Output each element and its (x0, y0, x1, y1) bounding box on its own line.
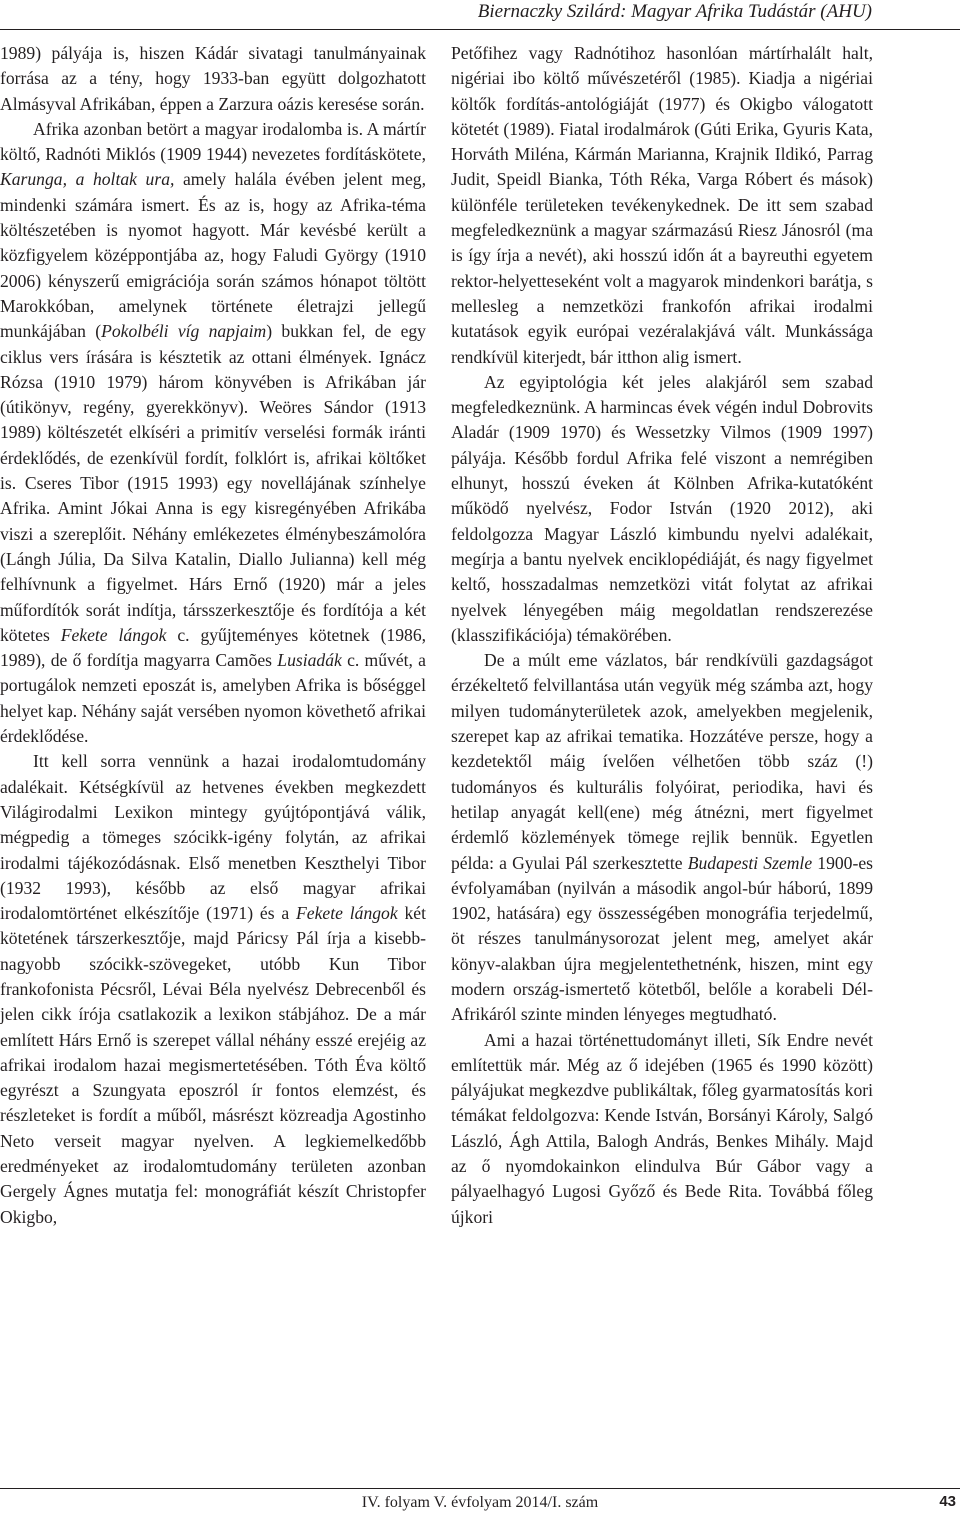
paragraph (0, 749, 426, 1230)
left-column (0, 41, 426, 1230)
italic-title: Lusiadák (277, 650, 342, 671)
text-run: ) bukkan fel, de egy ciklus vers írására is késztetik az ottani élmények. Ignácz Rózsa (1910 1979) három könyvében is Afrikában jár (útikönyv, regény, gyerekkönyv). Weöres Sándor (1913 1989) költészetét elkíséri a primitív verselési formák iránti érdeklődés, de ezenkívül fordít, folklórt is, afrikai költőket is. Cseres Tibor (1915 1993) egy novellájának színhelye Afrika. Amint Jókai Anna is egy kisregényében Afrikába viszi a szereplőit. Néhány emlékezetes élménybeszámolóra (Lángh Júlia, Da Silva Katalin, Diallo Julianna) kell még felhívnunk a figyelmet. Hárs Ernő (1920) már a jeles műfordítók sorát indítja, társszerkesztője és fordítója a két kötetes (0, 321, 426, 645)
text-run: Ami a hazai történettudományt illeti, Sík Endre nevét említettük már. Még az ő idejében (1965 és 1990 között) pályájukat megkezdve publikáltak, főleg gyarmatosítás kori témákat feldolgozva: Kende István, Borsányi Károly, Salgó László, Ágh Attila, Balogh András, Benkes Mihály. Majd az ő nyomdokainkon elindulva Búr Gábor vagy a pályaelhagyó Lugosi Győző és Bede Rita. Továbbá főleg újkori (451, 1029, 873, 1227)
header-rule (0, 29, 960, 30)
right-column (451, 41, 873, 1230)
text-run: két kötetének társzerkesztője, majd Páricsy Pál írja a kisebb-nagyobb szócikk-szövegeket, utóbb Kun Tibor frankofonista Pécsről, Lévai Béla nyelvész Debrecenből és jelen cikk írója csatlakozik a lexikon stábjához. De a már említett Hárs Ernő is szerepet vállal néhány esszé erejéig az afrikai irodalom hazai megismertetésében. Tóth Éva költő egyrészt a Szungyata eposzról ír fontos elemzést, és részleteket is fordít a műből, másrészt közreadja Agostinho Neto verseit magyar nyelven. A legkiemelkedőbb eredményeket az irodalomtudomány területen azonban Gergely Ágnes mutatja fel: monográfiát készít Christopfer Okigbo, (0, 903, 426, 1227)
running-title: Biernaczky Szilárd: Magyar Afrika Tudástár (AHU) (477, 1, 872, 22)
paragraph (0, 117, 426, 749)
text-run: Itt kell sorra vennünk a hazai irodalomtudomány adalékait. Kétségkívül az hetvenes években megkezdett Világirodalmi Lexikon mintegy gyújtópontjává válik, mégpedig a tömeges szócikk-igény folytán, az afrikai irodalmi tájékozódásnak. Első menetben Keszthelyi Tibor (1932 1993), később az első magyar afrikai irodalomtörténet elkészítője (1971) és a (0, 751, 426, 924)
paragraph (451, 1028, 873, 1230)
text-run: De a múlt eme vázlatos, bár rendkívüli gazdagságot érzékeltető felvillantása után vegyük még számba azt, hogy milyen tudományterületek azok, amelyekben megjelenik, szerepet kap az afrikai tematika. Hozzátéve persze, hogy a kezdetektől máig ívelően vélhetően több száz (!) tudományos és kulturális folyóirat, periodika, havi és hetilap anyagát kell(ene) még átnézni, mert figyelmet érdemlő közlemények tömege rejlik bennük. Egyetlen példa: a Gyulai Pál szerkesztette (451, 650, 873, 873)
paragraph (451, 41, 873, 370)
text-run: 1900-es évfolyamában (nyilván a második angol-búr háború, 1899 1902, hatására) egy összességében monográfia terjedelmű, öt részes tanulmánysorozat jelent meg, amelyet akár könyv-alakban újra megjelentethetnénk, hiszen, mint egy modern ország-ismertető kötetből, belőle a korabeli Dél-Afrikáról szinte minden lényeges megtudható. (451, 852, 873, 1025)
paragraph (451, 370, 873, 648)
paragraph (451, 648, 873, 1027)
running-header (0, 0, 960, 30)
italic-title: Fekete lángok (60, 624, 167, 645)
text-run: c. gyűjteményes kötetnek (1986, 1989), de ő fordítja magyarra Camões (0, 624, 427, 671)
italic-title: Pokolbéli víg napjaim (101, 321, 267, 342)
text-run: Az egyiptológia két jeles alakjáról sem szabad megfeledkeznünk. A harmincas évek végén indul Dobrovits Aladár (1909 1970) és Wessetzky Vilmos (1909 1997) pályája. Később fordul Afrika felé viszont a nemrégiben elhunyt, hosszú éveken át Kölnben Afrika-kutatóként működő nyelvész, Fodor István (1920 2012), aki feldolgozza Magyar László kimbundu nyelvi adalékait, megírja a bantu nyelvek enciklopédiáját, és nagy figyelmet keltő, hosszadalmas nemzetközi vitát folytat az afrikai nyelvek lényegében máig megoldatlan rendszerezése (klasszifikációja) témakörében. (451, 371, 873, 645)
italic-title: Fekete lángok (296, 903, 398, 924)
page-number: 43 (939, 1493, 956, 1510)
text-run: c. művét, a portugálok nemzeti eposzát is, amelyben Afrika is bőséggel helyet kap. Néhány saját versében nyomon követhető afrikai érdeklődése. (0, 650, 427, 747)
text-run: 1989) pályája is, hiszen Kádár sivatagi tanulmányainak forrása az a tény, hogy 1933-ban együtt dolgozhatott Almásyval Afrikában, éppen a Zarzura oázis keresése során. (0, 43, 426, 114)
issue-info: IV. folyam V. évfolyam 2014/I. szám (361, 1494, 599, 1511)
text-run: Afrika azonban betört a magyar irodalomba is. A mártír költő, Radnóti Miklós (1909 1944) nevezetes fordításkötete, (0, 118, 426, 165)
italic-title: Karunga, a holtak ura, (0, 169, 175, 190)
italic-title: Budapesti Szemle (687, 852, 813, 873)
footer-rule (0, 1488, 960, 1489)
text-run: amely halála évében jelent meg, mindenki számára ismert. És az is, hogy az Afrika-téma költészetében is nyomot hagyott. Már kevésbé került a közfigyelem középpontjába az, hogy Faludi György (1910 2006) kényszerű emigrációja során számos hónapot töltött Marokkóban, amelynek története életrajzi jellegű munkájában ( (0, 169, 426, 342)
paragraph (0, 41, 426, 117)
text-run: Petőfihez vagy Radnótihoz hasonlóan mártírhalált halt, nigériai ibo költő művészetéről (1985). Kiadja a nigériai költők fordítás-antológiáját (1977) és Okigbo válogatott kötetét (1989). Fiatal irodalmárok (Gúti Erika, Gyuris Kata, Horváth Miléna, Kármán Marianna, Krajnik Ildikó, Parrag Judit, Speidl Bianka, Tóth Réka, Varga Róbert és mások) különféle területeken tevékenykednek. De itt sem szabad megfeledkeznünk a magyar származású Riesz Jánosról (ma is így írja a nevét), aki hosszú időn át a bayreuthi egyetem rektor-helyetteseként volt a magyarok mindenkori barátja, s mellesleg a nemzetközi frankofón afrikai irodalmi kutatások egyik európai vezéralakjává vált. Munkássága rendkívül kiterjedt, bár itthon alig ismert. (451, 43, 873, 367)
